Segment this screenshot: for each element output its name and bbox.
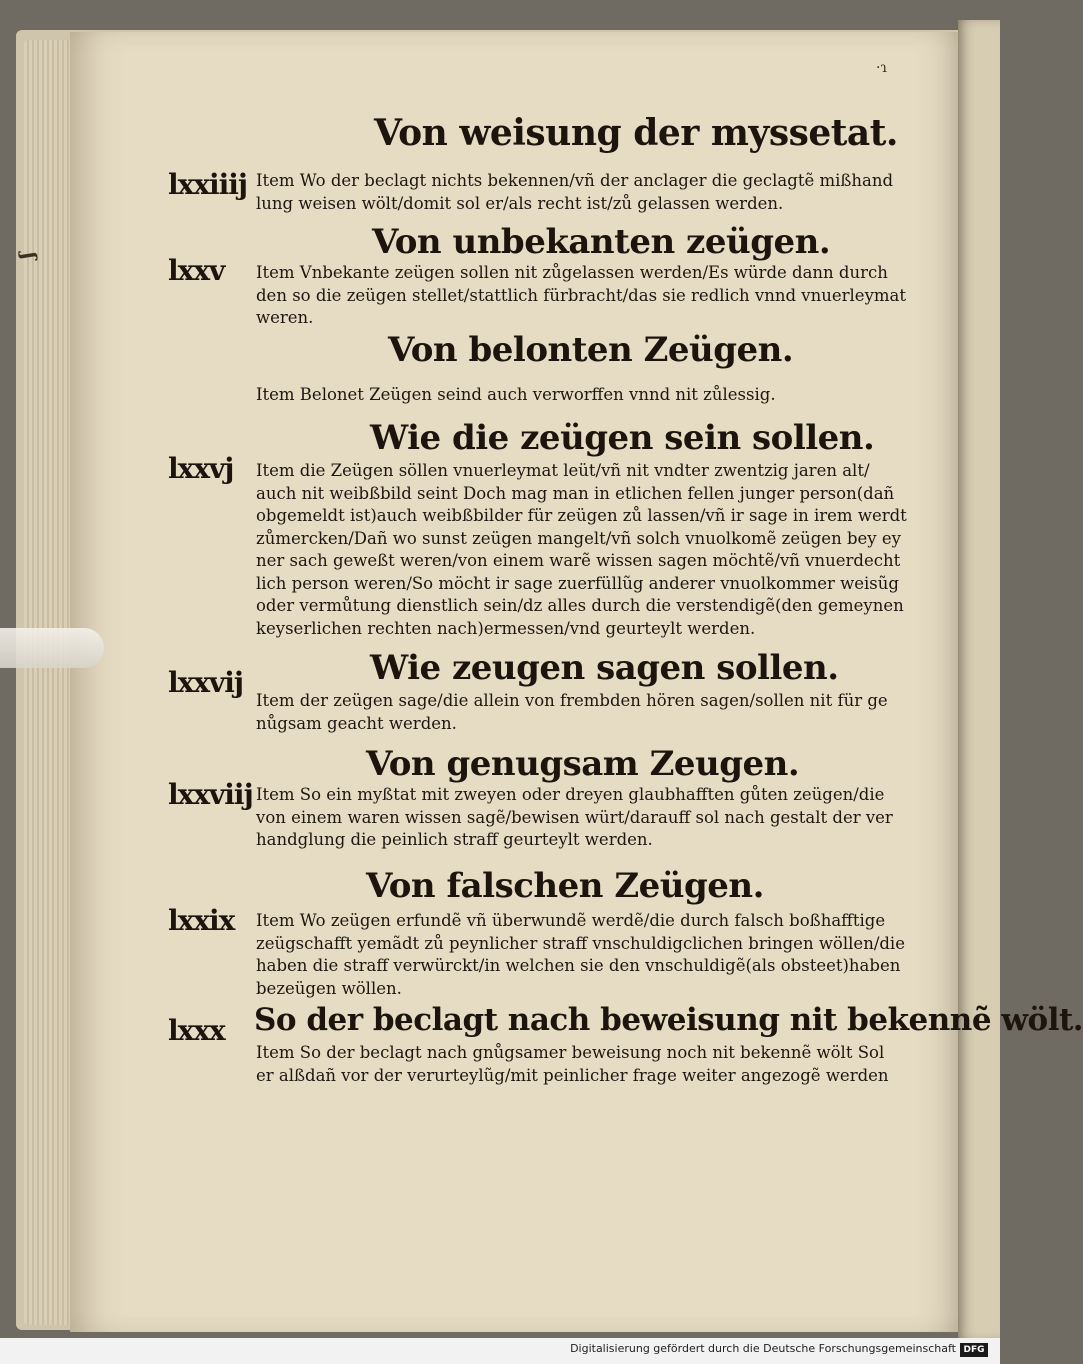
section-heading: Von unbekanten zeügen. <box>372 222 831 262</box>
text-line: Item Wo zeügen erfundẽ vñ überwundẽ werdẽ/die durch falsch boßhafftige <box>256 911 886 930</box>
text-line: den so die zeügen stellet/stattlich fürbracht/das sie redlich vnnd vnuerleymat <box>256 285 907 305</box>
ink-mark: ·ɿ <box>876 60 887 76</box>
text-line: Item Belonet Zeügen seind auch verworffen vnnd nit zůlessig. <box>256 385 776 404</box>
article-text <box>256 384 924 407</box>
text-line: oder vermůtung dienstlich sein/dz alles durch die verstendigẽ(den gemeynen <box>256 596 904 615</box>
dfg-logo: DFG <box>960 1343 988 1357</box>
text-line: zůmercken/Dañ wo sunst zeügen mangelt/vñ solch vnuolkomẽ zeügen bey ey <box>256 528 901 548</box>
margin-glyph: ʃ <box>17 252 42 260</box>
bookmark-tab <box>0 628 104 668</box>
article-number: lxxvj <box>168 452 234 485</box>
section-heading: Von belonten Zeügen. <box>388 330 794 370</box>
funding-notice: Digitalisierung gefördert durch die Deutsche Forschungsgemeinschaft <box>570 1342 956 1355</box>
article-text <box>256 262 924 330</box>
article-number: lxxix <box>168 904 235 937</box>
article-number: lxxx <box>168 1014 225 1047</box>
text-line: nůgsam geacht werden. <box>256 713 457 733</box>
section-heading: So der beclagt nach beweisung nit bekennẽ wölt. <box>254 1002 1083 1038</box>
text-line: lung weisen wölt/domit sol er/als recht ist/zů gelassen werden. <box>256 193 784 213</box>
section-heading: Von falschen Zeügen. <box>366 866 764 906</box>
text-line: obgemeldt ist)auch weibßbilder für zeügen zů lassen/vñ ir sage in irem werdt <box>256 506 907 525</box>
facing-page-edge <box>958 20 1000 1340</box>
article-text <box>256 1042 924 1087</box>
text-line: Item der zeügen sage/die allein von frembden hören sagen/sollen nit für ge <box>256 691 888 710</box>
text-line: Item die Zeügen söllen vnuerleymat leüt/vñ nit vndter zwentzig jaren alt/ <box>256 461 870 480</box>
article-text <box>256 690 924 735</box>
section-heading: Wie zeugen sagen sollen. <box>370 648 839 688</box>
text-line: Item Wo der beclagt nichts bekennen/vñ der anclager die geclagtẽ mißhand <box>256 171 894 190</box>
article-number: lxxv <box>168 254 225 287</box>
text-line: ner sach geweßt weren/von einem warẽ wissen sagen möchtẽ/vñ vnuerdecht <box>256 551 901 570</box>
text-line: von einem waren wissen sagẽ/bewisen würt/darauff sol nach gestalt der ver <box>256 807 893 827</box>
text-line: Item So ein myßtat mit zweyen oder dreyen glaubhafften gůten zeügen/die <box>256 785 885 804</box>
text-line: er alßdañ vor der verurteylũg/mit peinlicher frage weiter angezogẽ werden <box>256 1065 889 1085</box>
article-number: lxxiiij <box>168 168 248 201</box>
text-line: weren. <box>256 308 314 327</box>
text-line: handglung die peinlich straff geurteylt werden. <box>256 830 653 849</box>
text-line: bezeügen wöllen. <box>256 978 402 998</box>
section-heading: Wie die zeügen sein sollen. <box>370 418 875 458</box>
text-line: haben die straff verwürckt/in welchen sie den vnschuldigẽ(als obsteet)haben <box>256 956 901 975</box>
footer-bar <box>0 1338 1000 1364</box>
section-heading: Von weisung der myssetat. <box>374 112 898 154</box>
article-number: lxxviij <box>168 778 253 811</box>
text-line: keyserlichen rechten nach)ermessen/vnd geurteylt werden. <box>256 618 756 638</box>
article-text <box>256 784 924 852</box>
article-number: lxxvij <box>168 666 244 699</box>
text-line: Item Vnbekante zeügen sollen nit zůgelassen werden/Es würde dann durch <box>256 263 888 282</box>
text-line: auch nit weibßbild seint Doch mag man in etlichen fellen junger person(dañ <box>256 483 895 503</box>
text-line: zeügschafft yemãdt zů peynlicher straff vnschuldigclichen bringen wöllen/die <box>256 933 905 953</box>
text-line: lich person weren/So möcht ir sage zuerfüllũg anderer vnuolkommer weisũg <box>256 573 899 593</box>
article-text <box>256 910 924 1000</box>
article-text <box>256 460 924 640</box>
text-line: Item So der beclagt nach gnůgsamer beweisung noch nit bekennẽ wölt Sol <box>256 1043 885 1062</box>
article-text <box>256 170 924 215</box>
section-heading: Von genugsam Zeugen. <box>366 744 800 784</box>
